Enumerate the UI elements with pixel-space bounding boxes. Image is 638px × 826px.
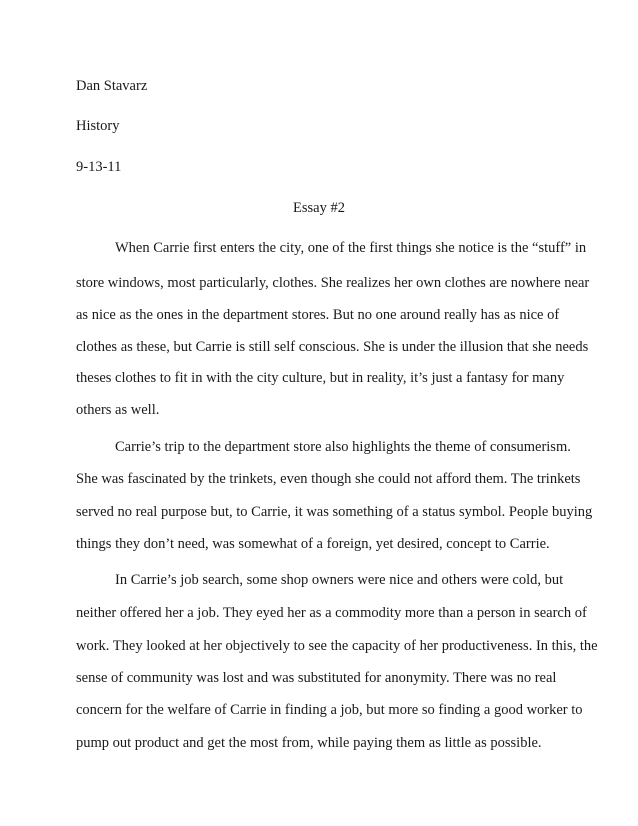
paragraph-2-line-1: Carrie’s trip to the department store also highlights the theme of consumerism.	[115, 439, 571, 455]
paragraph-1-line-1: When Carrie first enters the city, one of the first things she notice is the “stuff” in	[115, 240, 587, 256]
paragraph-3-line-2: neither offered her a job. They eyed her as a commodity more than a person in search of	[76, 605, 587, 621]
paragraph-2-line-3: served no real purpose but, to Carrie, it was something of a status symbol. People buying	[76, 504, 593, 520]
paragraph-3-line-4: sense of community was lost and was substituted for anonymity. There was no real	[76, 670, 557, 686]
date-line: 9-13-11	[76, 159, 122, 175]
paragraph-1-line-3: as nice as the ones in the department stores. But no one around really has as nice of	[76, 307, 560, 323]
paragraph-1-line-4: clothes as these, but Carrie is still self conscious. She is under the illusion that she needs	[76, 339, 589, 355]
paragraph-1-line-2: store windows, most particularly, clothes. She realizes her own clothes are nowhere near	[76, 275, 590, 291]
paragraph-1-line-5: theses clothes to fit in with the city culture, but in reality, it’s just a fantasy for many	[76, 370, 565, 386]
paragraph-3-line-1: In Carrie’s job search, some shop owners were nice and others were cold, but	[115, 572, 564, 588]
essay-title: Essay #2	[293, 200, 345, 216]
paragraph-3-line-3: work. They looked at her objectively to see the capacity of her productiveness. In this, the	[76, 638, 598, 654]
paragraph-2-line-4: things they don’t need, was somewhat of a foreign, yet desired, concept to Carrie.	[76, 536, 550, 552]
paragraph-3-line-5: concern for the welfare of Carrie in finding a job, but more so finding a good worker to	[76, 702, 583, 718]
author-name: Dan Stavarz	[76, 78, 148, 94]
paragraph-2-line-2: She was fascinated by the trinkets, even though she could not afford them. The trinkets	[76, 471, 581, 487]
paragraph-3-line-6: pump out product and get the most from, while paying them as little as possible.	[76, 735, 542, 751]
subject-line: History	[76, 118, 120, 134]
paragraph-1-line-6: others as well.	[76, 402, 160, 418]
